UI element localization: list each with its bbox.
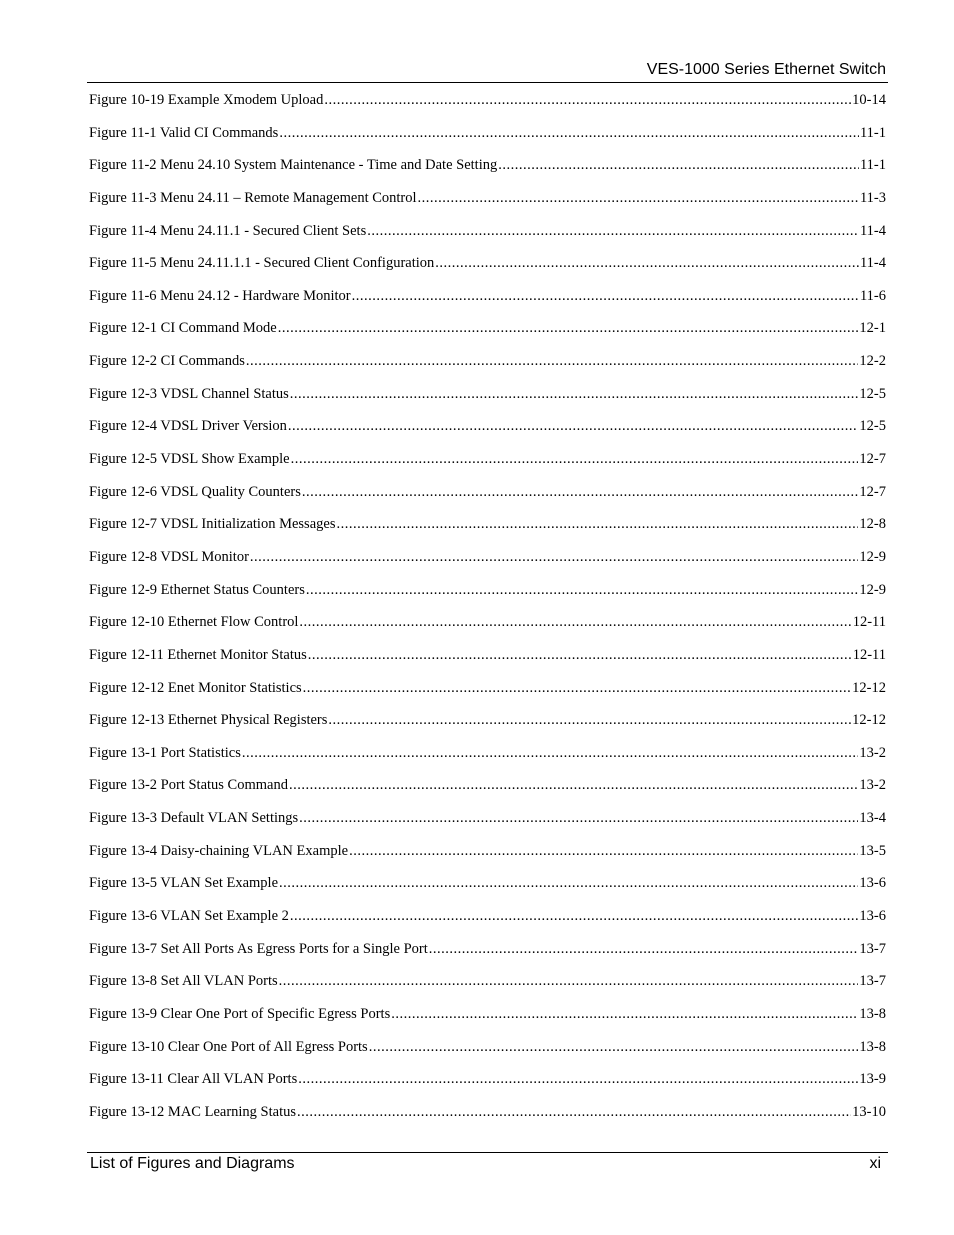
toc-entry[interactable] xyxy=(89,840,886,873)
toc-dot-leader xyxy=(297,1101,851,1123)
toc-entry[interactable] xyxy=(89,905,886,938)
toc-entry-page: 11-4 xyxy=(859,222,886,239)
toc-entry-title: Figure 12-10 Ethernet Flow Control xyxy=(89,614,299,631)
toc-entry-page: 13-7 xyxy=(859,973,886,990)
toc-entry[interactable] xyxy=(89,252,886,285)
toc-entry[interactable] xyxy=(89,154,886,187)
toc-entry-page: 13-2 xyxy=(859,777,886,794)
toc-entry-title: Figure 12-7 VDSL Initialization Messages xyxy=(89,516,336,533)
toc-entry[interactable] xyxy=(89,807,886,840)
toc-dot-leader xyxy=(328,709,851,731)
toc-entry-title: Figure 13-5 VLAN Set Example xyxy=(89,875,279,892)
toc-entry-title: Figure 13-9 Clear One Port of Specific Egress Ports xyxy=(89,1005,391,1022)
toc-entry-title: Figure 12-2 CI Commands xyxy=(89,353,245,370)
toc-entry-title: Figure 13-3 Default VLAN Settings xyxy=(89,810,299,827)
footer-title: List of Figures and Diagrams xyxy=(90,1155,295,1172)
toc-entry[interactable] xyxy=(89,1003,886,1036)
toc-entry-page: 13-6 xyxy=(859,875,886,892)
toc-entry-page: 13-7 xyxy=(859,940,886,957)
toc-dot-leader xyxy=(324,89,851,111)
toc-entry-page: 12-5 xyxy=(859,418,886,435)
toc-entry[interactable] xyxy=(89,1036,886,1069)
toc-entry-page: 12-12 xyxy=(852,679,886,696)
toc-dot-leader xyxy=(279,970,859,992)
toc-entry-title: Figure 13-1 Port Statistics xyxy=(89,744,241,761)
toc-dot-leader xyxy=(278,317,859,339)
toc-entry[interactable] xyxy=(89,644,886,677)
toc-entry[interactable] xyxy=(89,220,886,253)
toc-entry-title: Figure 12-4 VDSL Driver Version xyxy=(89,418,287,435)
toc-entry-title: Figure 13-7 Set All Ports As Egress Ports for a Single Port xyxy=(89,940,428,957)
toc-entry-page: 12-12 xyxy=(852,712,886,729)
toc-dot-leader xyxy=(303,677,852,699)
toc-entry-page: 12-1 xyxy=(859,320,886,337)
toc-entry-title: Figure 11-6 Menu 24.12 - Hardware Monitor xyxy=(89,287,351,304)
toc-entry-title: Figure 11-1 Valid CI Commands xyxy=(89,124,279,141)
toc-dot-leader xyxy=(435,252,859,274)
toc-dot-leader xyxy=(302,481,859,503)
toc-dot-leader xyxy=(349,840,858,862)
toc-entry[interactable] xyxy=(89,187,886,220)
toc-dot-leader xyxy=(369,1036,859,1058)
toc-entry-page: 11-1 xyxy=(859,157,886,174)
toc-entry-page: 13-10 xyxy=(852,1103,886,1120)
toc-entry-page: 10-14 xyxy=(852,92,886,108)
toc-entry-page: 11-6 xyxy=(859,287,886,304)
toc-entry-title: Figure 13-10 Clear One Port of All Egress Ports xyxy=(89,1038,368,1055)
toc-entry[interactable] xyxy=(89,383,886,416)
toc-entry-page: 13-8 xyxy=(859,1005,886,1022)
toc-dot-leader xyxy=(367,220,859,242)
toc-entry-title: Figure 11-2 Menu 24.10 System Maintenance - Time and Date Setting xyxy=(89,157,498,174)
toc-entry[interactable] xyxy=(89,709,886,742)
toc-dot-leader xyxy=(290,905,859,927)
toc-entry[interactable] xyxy=(89,938,886,971)
toc-entry-title: Figure 10-19 Example Xmodem Upload xyxy=(89,92,324,108)
toc-entry-title: Figure 13-6 VLAN Set Example 2 xyxy=(89,908,289,925)
toc-dot-leader xyxy=(279,122,859,144)
toc-entry-title: Figure 12-6 VDSL Quality Counters xyxy=(89,483,301,500)
toc-entry[interactable] xyxy=(89,742,886,775)
toc-entry-title: Figure 12-5 VDSL Show Example xyxy=(89,451,290,468)
toc-dot-leader xyxy=(246,350,859,372)
toc-entry[interactable] xyxy=(89,677,886,710)
toc-entry-title: Figure 13-11 Clear All VLAN Ports xyxy=(89,1071,298,1088)
toc-entry-page: 12-9 xyxy=(859,548,886,565)
list-of-figures xyxy=(89,89,886,1134)
toc-entry-page: 12-8 xyxy=(859,516,886,533)
toc-entry[interactable] xyxy=(89,415,886,448)
toc-entry-title: Figure 12-13 Ethernet Physical Registers xyxy=(89,712,328,729)
toc-dot-leader xyxy=(289,774,858,796)
header-title: VES-1000 Series Ethernet Switch xyxy=(646,61,886,78)
toc-entry-title: Figure 13-8 Set All VLAN Ports xyxy=(89,973,278,990)
toc-entry-page: 12-7 xyxy=(859,483,886,500)
toc-dot-leader xyxy=(299,807,858,829)
toc-entry-title: Figure 13-4 Daisy-chaining VLAN Example xyxy=(89,842,349,859)
toc-entry-page: 12-2 xyxy=(859,353,886,370)
toc-entry-title: Figure 12-12 Enet Monitor Statistics xyxy=(89,679,302,696)
toc-entry-title: Figure 12-8 VDSL Monitor xyxy=(89,548,249,565)
toc-entry-page: 12-11 xyxy=(852,646,886,663)
toc-entry-page: 12-5 xyxy=(859,385,886,402)
toc-dot-leader xyxy=(429,938,859,960)
toc-entry[interactable] xyxy=(89,970,886,1003)
page-footer xyxy=(87,1152,888,1179)
toc-entry-title: Figure 12-11 Ethernet Monitor Status xyxy=(89,646,307,663)
toc-dot-leader xyxy=(250,546,859,568)
toc-entry[interactable] xyxy=(89,350,886,383)
toc-dot-leader xyxy=(299,611,851,633)
toc-dot-leader xyxy=(298,1068,858,1090)
toc-entry[interactable] xyxy=(89,872,886,905)
toc-entry-page: 11-3 xyxy=(859,189,886,206)
toc-entry[interactable] xyxy=(89,89,886,122)
toc-dot-leader xyxy=(306,579,859,601)
toc-entry-title: Figure 13-12 MAC Learning Status xyxy=(89,1103,297,1120)
toc-entry-title: Figure 12-1 CI Command Mode xyxy=(89,320,277,337)
toc-entry[interactable] xyxy=(89,774,886,807)
toc-entry[interactable] xyxy=(89,317,886,350)
toc-entry-page: 11-1 xyxy=(859,124,886,141)
toc-entry[interactable] xyxy=(89,513,886,546)
toc-entry[interactable] xyxy=(89,611,886,644)
toc-dot-leader xyxy=(279,872,858,894)
toc-entry-page: 13-2 xyxy=(859,744,886,761)
toc-entry[interactable] xyxy=(89,1068,886,1101)
toc-entry-page: 13-8 xyxy=(859,1038,886,1055)
toc-entry-page: 12-9 xyxy=(859,581,886,598)
toc-dot-leader xyxy=(290,383,859,405)
toc-entry-title: Figure 13-2 Port Status Command xyxy=(89,777,288,794)
toc-entry[interactable] xyxy=(89,448,886,481)
toc-entry[interactable] xyxy=(89,546,886,579)
toc-entry-title: Figure 11-4 Menu 24.11.1 - Secured Client Sets xyxy=(89,222,367,239)
footer-page-number: xi xyxy=(869,1155,881,1172)
toc-entry[interactable] xyxy=(89,122,886,155)
toc-dot-leader xyxy=(291,448,859,470)
toc-dot-leader xyxy=(242,742,859,764)
toc-entry-title: Figure 11-3 Menu 24.11 – Remote Management Control xyxy=(89,189,417,206)
toc-entry-page: 13-4 xyxy=(859,810,886,827)
toc-dot-leader xyxy=(418,187,859,209)
toc-entry[interactable] xyxy=(89,579,886,612)
toc-dot-leader xyxy=(391,1003,858,1025)
toc-entry-page: 13-5 xyxy=(859,842,886,859)
toc-dot-leader xyxy=(288,415,859,437)
toc-dot-leader xyxy=(336,513,858,535)
toc-dot-leader xyxy=(498,154,859,176)
toc-entry-page: 12-7 xyxy=(859,451,886,468)
toc-entry[interactable] xyxy=(89,285,886,318)
toc-entry[interactable] xyxy=(89,1101,886,1134)
toc-entry-page: 13-6 xyxy=(859,908,886,925)
page-header xyxy=(87,58,888,83)
toc-entry-page: 11-4 xyxy=(859,255,886,272)
toc-entry-page: 13-9 xyxy=(859,1071,886,1088)
toc-entry[interactable] xyxy=(89,481,886,514)
toc-dot-leader xyxy=(308,644,852,666)
toc-entry-title: Figure 11-5 Menu 24.11.1.1 - Secured Client Configuration xyxy=(89,255,435,272)
toc-entry-title: Figure 12-9 Ethernet Status Counters xyxy=(89,581,305,598)
toc-dot-leader xyxy=(352,285,859,307)
toc-entry-page: 12-11 xyxy=(852,614,886,631)
toc-entry-title: Figure 12-3 VDSL Channel Status xyxy=(89,385,289,402)
